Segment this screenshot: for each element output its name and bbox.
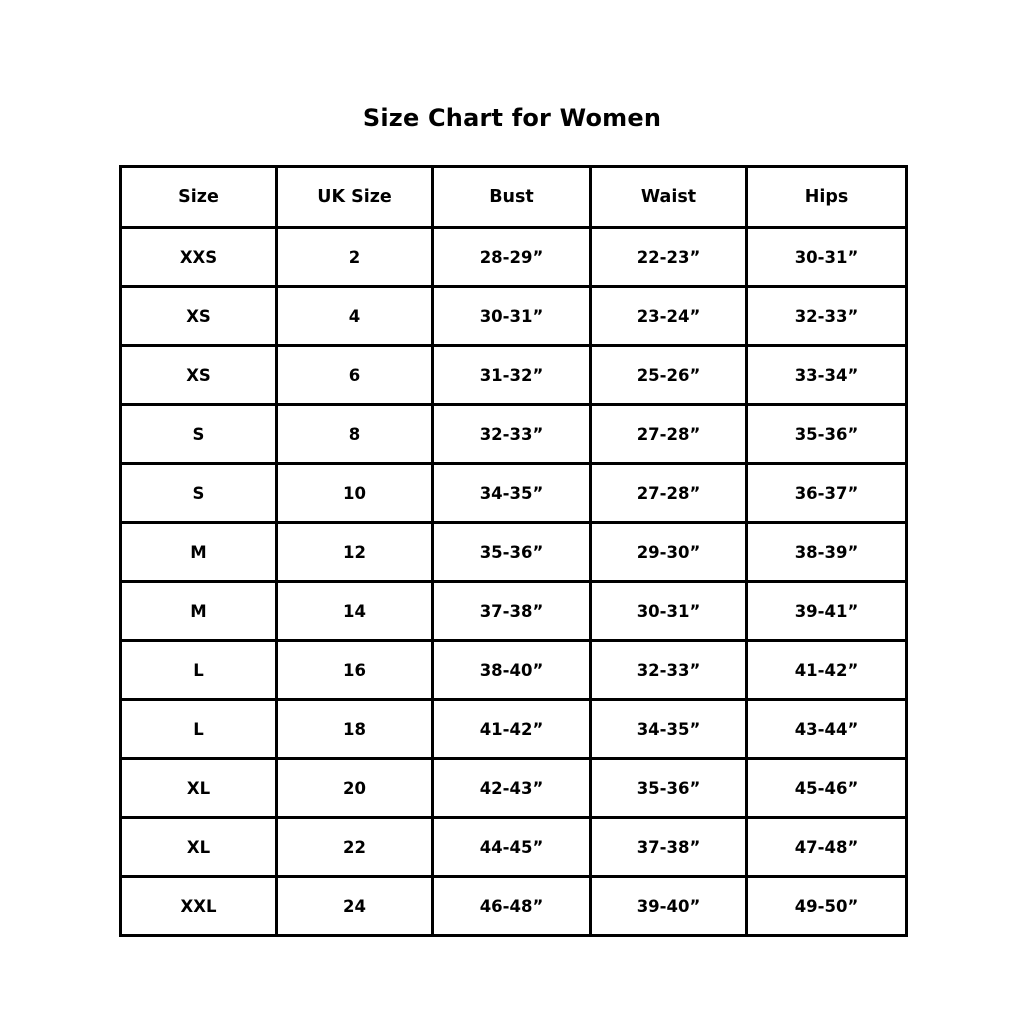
cell-size: XXS	[121, 228, 277, 287]
cell-uk-size: 14	[277, 582, 433, 641]
cell-hips: 47-48”	[747, 818, 907, 877]
column-header-size: Size	[121, 167, 277, 228]
cell-size: XS	[121, 346, 277, 405]
cell-uk-size: 12	[277, 523, 433, 582]
cell-bust: 42-43”	[433, 759, 591, 818]
page-title: Size Chart for Women	[362, 104, 662, 132]
cell-size: S	[121, 405, 277, 464]
cell-bust: 37-38”	[433, 582, 591, 641]
cell-bust: 44-45”	[433, 818, 591, 877]
cell-bust: 38-40”	[433, 641, 591, 700]
cell-hips: 35-36”	[747, 405, 907, 464]
cell-uk-size: 22	[277, 818, 433, 877]
column-header-bust: Bust	[433, 167, 591, 228]
cell-size: L	[121, 700, 277, 759]
table-header	[121, 167, 907, 228]
cell-hips: 41-42”	[747, 641, 907, 700]
cell-uk-size: 20	[277, 759, 433, 818]
cell-hips: 30-31”	[747, 228, 907, 287]
cell-size: M	[121, 523, 277, 582]
cell-waist: 34-35”	[591, 700, 747, 759]
column-header-waist: Waist	[591, 167, 747, 228]
cell-waist: 32-33”	[591, 641, 747, 700]
table-row	[121, 464, 907, 523]
cell-waist: 39-40”	[591, 877, 747, 936]
cell-uk-size: 24	[277, 877, 433, 936]
table-row	[121, 523, 907, 582]
table-row	[121, 818, 907, 877]
cell-waist: 23-24”	[591, 287, 747, 346]
cell-size: XL	[121, 818, 277, 877]
table-row	[121, 287, 907, 346]
cell-bust: 46-48”	[433, 877, 591, 936]
cell-size: M	[121, 582, 277, 641]
cell-bust: 35-36”	[433, 523, 591, 582]
size-chart-table	[119, 165, 908, 937]
cell-hips: 36-37”	[747, 464, 907, 523]
cell-waist: 25-26”	[591, 346, 747, 405]
cell-bust: 32-33”	[433, 405, 591, 464]
cell-waist: 29-30”	[591, 523, 747, 582]
cell-size: S	[121, 464, 277, 523]
cell-uk-size: 2	[277, 228, 433, 287]
cell-bust: 34-35”	[433, 464, 591, 523]
cell-bust: 41-42”	[433, 700, 591, 759]
cell-hips: 33-34”	[747, 346, 907, 405]
cell-waist: 30-31”	[591, 582, 747, 641]
cell-waist: 27-28”	[591, 464, 747, 523]
column-header-uk-size: UK Size	[277, 167, 433, 228]
size-chart-table-wrapper	[119, 165, 905, 937]
table-row	[121, 405, 907, 464]
table-row	[121, 877, 907, 936]
table-row	[121, 582, 907, 641]
cell-waist: 37-38”	[591, 818, 747, 877]
cell-uk-size: 6	[277, 346, 433, 405]
cell-size: XXL	[121, 877, 277, 936]
cell-hips: 49-50”	[747, 877, 907, 936]
cell-waist: 35-36”	[591, 759, 747, 818]
cell-hips: 43-44”	[747, 700, 907, 759]
cell-size: L	[121, 641, 277, 700]
table-row	[121, 759, 907, 818]
cell-uk-size: 4	[277, 287, 433, 346]
cell-hips: 32-33”	[747, 287, 907, 346]
cell-uk-size: 18	[277, 700, 433, 759]
cell-waist: 27-28”	[591, 405, 747, 464]
cell-uk-size: 8	[277, 405, 433, 464]
cell-size: XL	[121, 759, 277, 818]
cell-uk-size: 10	[277, 464, 433, 523]
cell-hips: 39-41”	[747, 582, 907, 641]
table-body	[121, 228, 907, 936]
cell-hips: 38-39”	[747, 523, 907, 582]
cell-waist: 22-23”	[591, 228, 747, 287]
table-row	[121, 228, 907, 287]
cell-bust: 30-31”	[433, 287, 591, 346]
cell-hips: 45-46”	[747, 759, 907, 818]
table-header-row	[121, 167, 907, 228]
cell-bust: 31-32”	[433, 346, 591, 405]
cell-bust: 28-29”	[433, 228, 591, 287]
table-row	[121, 641, 907, 700]
column-header-hips: Hips	[747, 167, 907, 228]
table-row	[121, 700, 907, 759]
table-row	[121, 346, 907, 405]
cell-size: XS	[121, 287, 277, 346]
cell-uk-size: 16	[277, 641, 433, 700]
